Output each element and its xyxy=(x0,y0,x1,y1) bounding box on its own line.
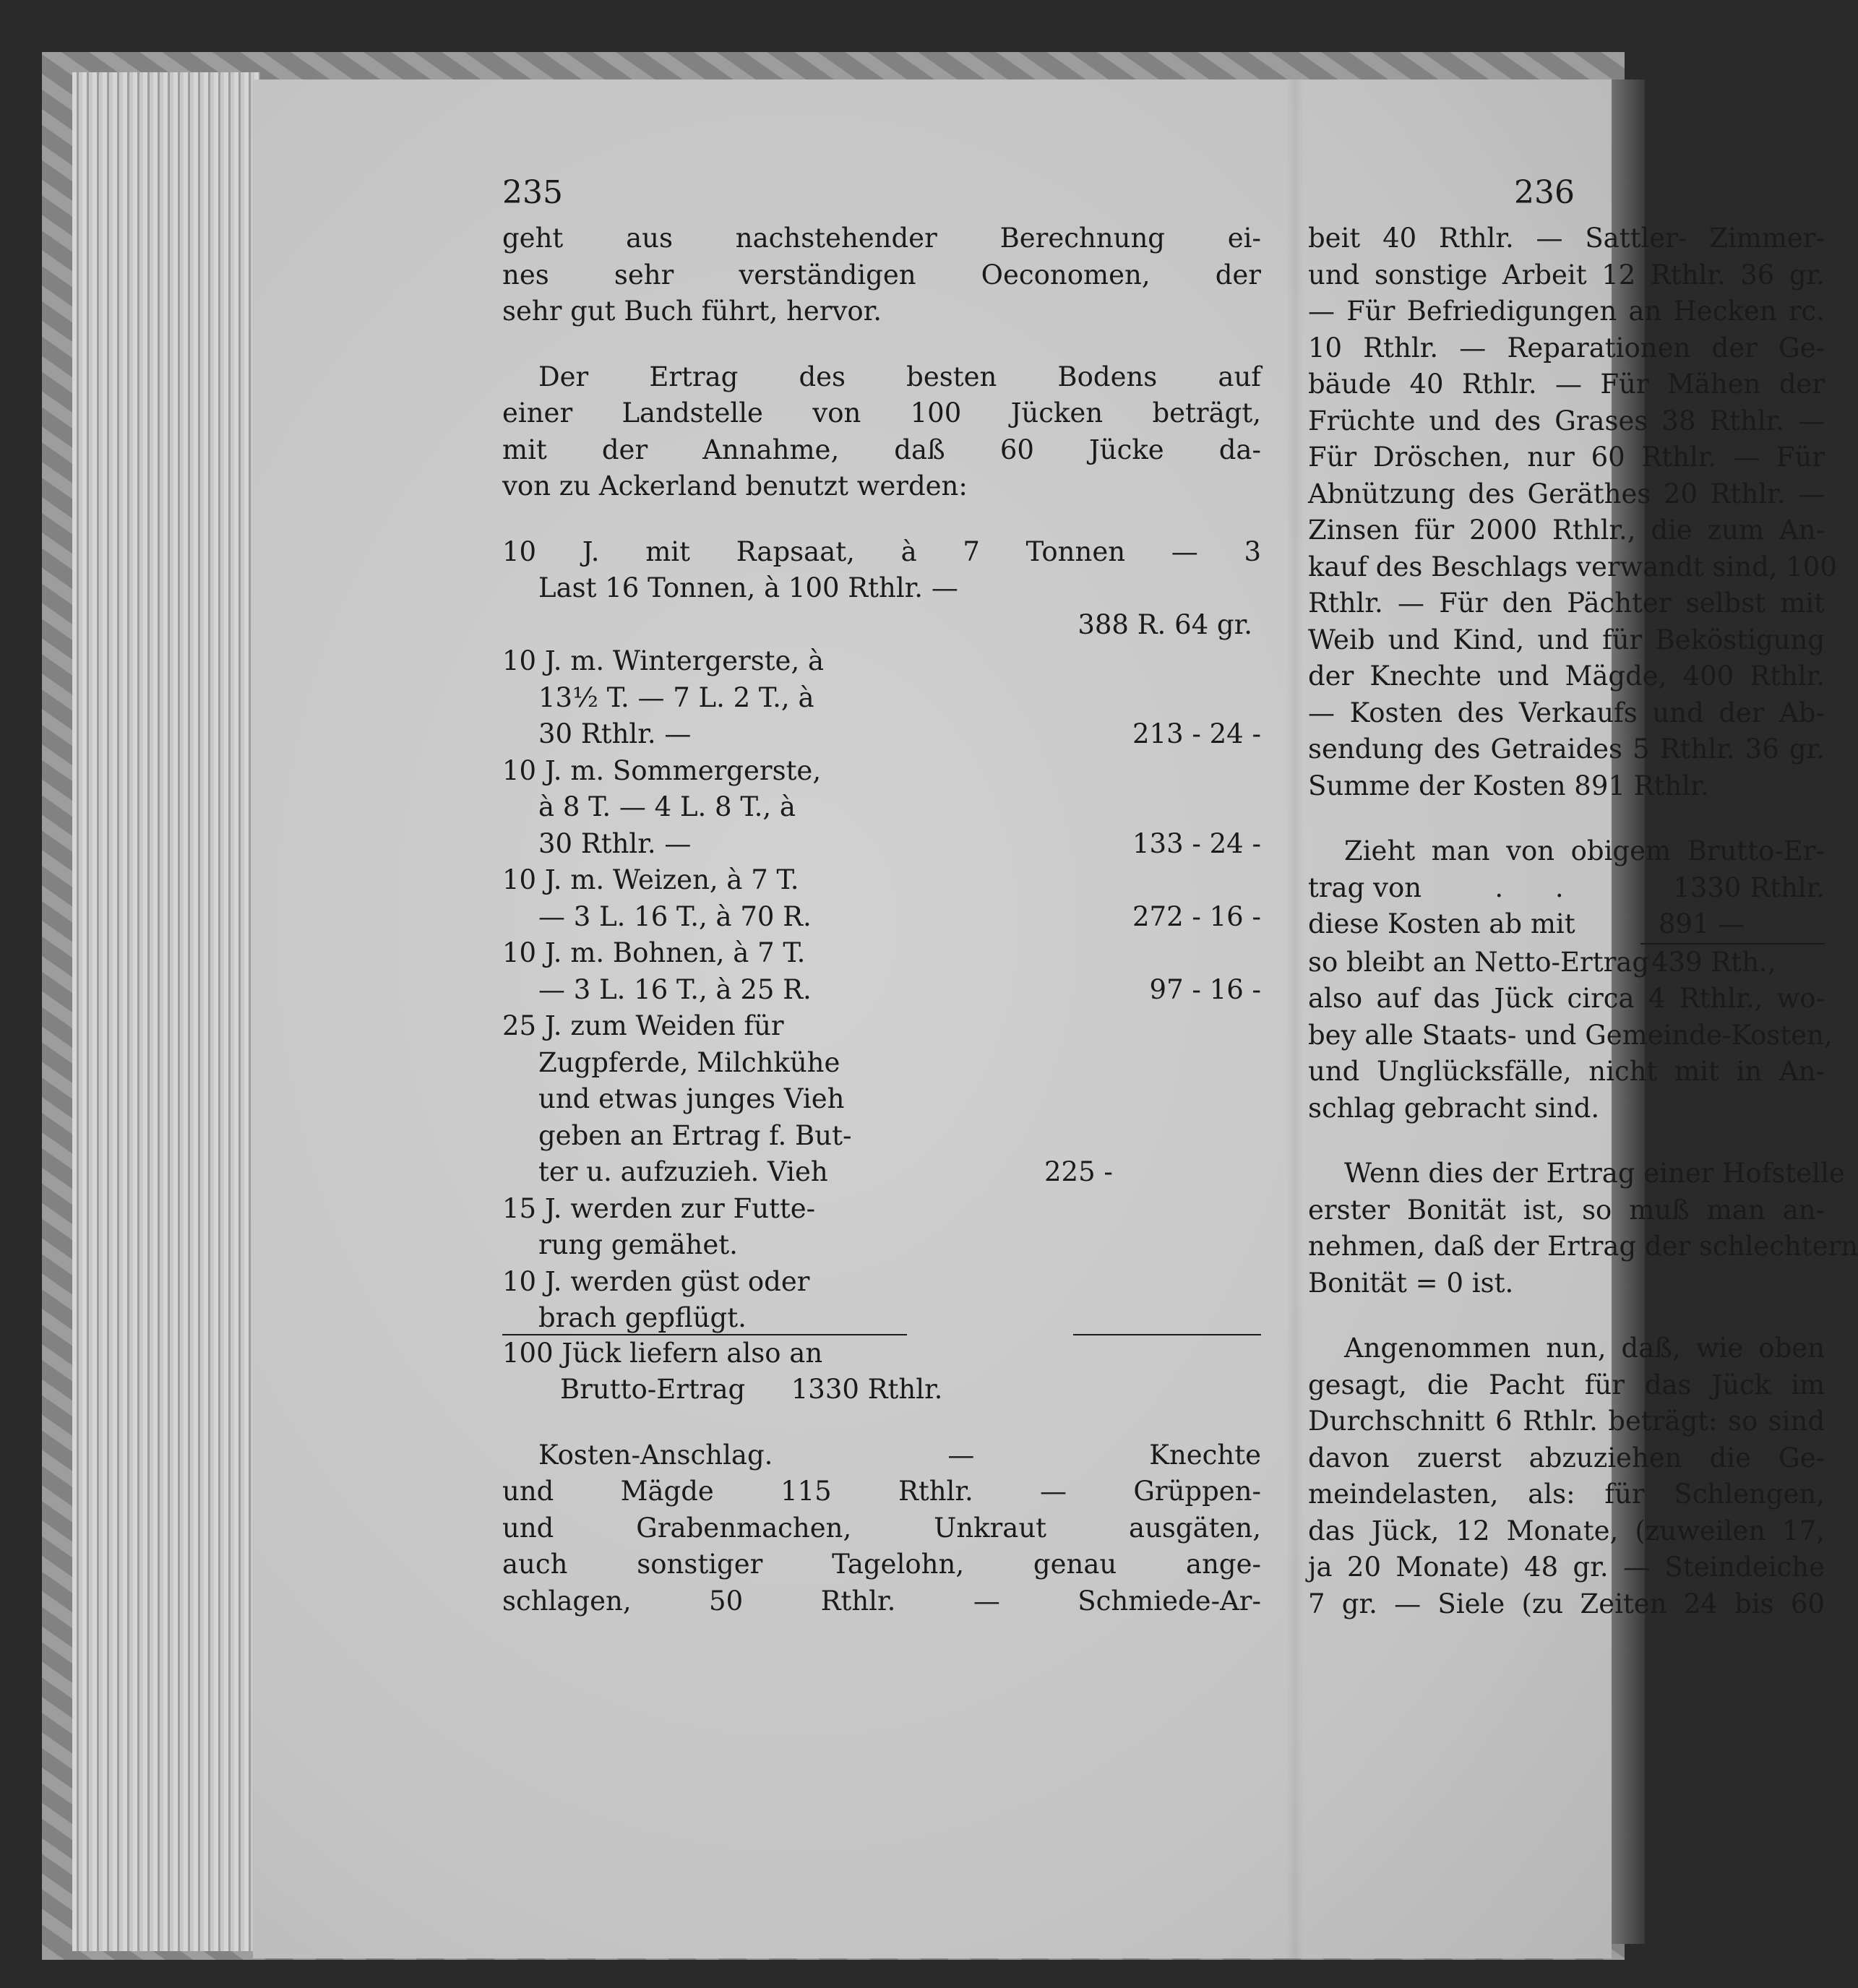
text-line: 10 Rthlr. — Reparationen der Ge- xyxy=(1308,332,1825,363)
page-number-right: 236 xyxy=(1514,174,1575,211)
page-number-left: 235 xyxy=(502,174,563,211)
page-gutter xyxy=(1286,79,1304,1958)
text-line: das Jück, 12 Monate, (zuweilen 17, xyxy=(1308,1515,1825,1546)
calculation-block xyxy=(1308,833,1833,1127)
entry-line: brach gepflügt. xyxy=(538,1302,747,1333)
entry-brach xyxy=(502,1264,1261,1337)
text-line: bey alle Staats- und Gemeinde-Kosten, xyxy=(1308,1019,1833,1051)
entry-line: 10 J. mit Rapsaat, à 7 Tonnen — 3 xyxy=(502,535,1261,567)
entry-line: 30 Rthlr. — xyxy=(538,718,692,749)
yield-paragraph xyxy=(502,359,1261,505)
entry-amount: 272 - 16 - xyxy=(1132,900,1261,932)
text-line: schlagen, 50 Rthlr. — Schmiede-Ar- xyxy=(502,1585,1261,1617)
text-line: meindelasten, als: für Schlengen, xyxy=(1308,1479,1825,1510)
entry-line: 10 J. m. Sommergerste, xyxy=(502,754,822,786)
entry-line: rung gemähet. xyxy=(538,1229,738,1260)
total-line: 100 Jück liefern also an xyxy=(502,1337,823,1369)
page-edges xyxy=(72,72,260,1951)
bonitaet-paragraph xyxy=(1308,1156,1858,1301)
text-line: auch sonstiger Tagelohn, genau ange- xyxy=(502,1549,1261,1580)
entry-line: — 3 L. 16 T., à 70 R. xyxy=(538,900,812,932)
text-line: — Kosten des Verkaufs und der Ab- xyxy=(1308,697,1825,728)
text-line: Früchte und des Grases 38 Rthlr. — xyxy=(1308,405,1825,436)
text-line: Für Dröschen, nur 60 Rthlr. — Für xyxy=(1308,442,1825,473)
text-line: — Für Befriedigungen an Hecken rc. xyxy=(1308,296,1825,327)
entry-line: 10 J. m. Wintergerste, à xyxy=(502,645,825,676)
entry-line: geben an Ertrag f. But- xyxy=(538,1119,852,1151)
netto-amount: 439 Rth., xyxy=(1651,946,1776,978)
text-line: einer Landstelle von 100 Jücken beträgt, xyxy=(502,397,1261,429)
text-line: Wenn dies der Ertrag einer Hofstelle xyxy=(1344,1158,1845,1189)
left-column xyxy=(502,220,1261,1619)
costs-paragraph xyxy=(1308,220,1837,804)
entry-amount: 388 R. 64 gr. xyxy=(1078,608,1252,640)
entry-line: 10 J. m. Bohnen, à 7 T. xyxy=(502,937,806,968)
entry-line: Last 16 Tonnen, à 100 Rthlr. — xyxy=(538,572,958,603)
total-line xyxy=(502,1372,1261,1408)
text-line: und sonstige Arbeit 12 Rthlr. 36 gr. xyxy=(1308,259,1825,291)
book-spread xyxy=(253,79,1858,1958)
text-line: geht aus nachstehender Berechnung ei- xyxy=(502,223,1261,254)
text-line: und Grabenmachen, Unkraut ausgäten, xyxy=(502,1512,1261,1544)
text-line: der Knechte und Mägde, 400 Rthlr. xyxy=(1308,660,1825,692)
entry-weizen xyxy=(502,862,1261,935)
entry-line: ter u. aufzuzieh. Vieh xyxy=(538,1156,828,1187)
text-line: Durchschnitt 6 Rthlr. beträgt: so sind xyxy=(1308,1406,1825,1437)
total-amount: 1330 Rthlr. xyxy=(791,1374,943,1405)
calc-label: diese Kosten ab mit xyxy=(1308,908,1575,939)
text-line: schlag gebracht sind. xyxy=(1308,1092,1600,1124)
entry-amount: 213 - 24 - xyxy=(1132,718,1261,749)
entry-line: à 8 T. — 4 L. 8 T., à xyxy=(538,791,796,822)
entry-line: 15 J. werden zur Futte- xyxy=(502,1192,816,1224)
right-column xyxy=(1308,220,1858,1622)
entry-line: 10 J. m. Weizen, à 7 T. xyxy=(502,864,799,895)
calc-amount: 1330 Rthlr. xyxy=(1673,872,1825,903)
total-label: Brutto-Ertrag xyxy=(560,1374,746,1405)
text-line: Bonität = 0 ist. xyxy=(1308,1267,1514,1299)
text-line: Summe der Kosten 891 Rthlr. xyxy=(1308,770,1709,801)
entry-futter xyxy=(502,1191,1261,1264)
entry-line: 13½ T. — 7 L. 2 T., à xyxy=(538,681,814,713)
text-line: beit 40 Rthlr. — Sattler- Zimmer- xyxy=(1308,223,1825,254)
calc-label: trag von xyxy=(1308,872,1422,903)
sum-rule-right xyxy=(1073,1334,1261,1335)
calc-amount: 891 — xyxy=(1659,908,1745,939)
entry-sommergerste xyxy=(502,753,1261,863)
kosten-paragraph xyxy=(502,1437,1261,1620)
text-line: und Unglücksfälle, nicht mit in An- xyxy=(1308,1056,1825,1087)
text-line: ja 20 Monate) 48 gr. — Steindeiche xyxy=(1308,1552,1825,1583)
text-line: Rthlr. — Für den Pächter selbst mit xyxy=(1308,588,1825,619)
pacht-paragraph xyxy=(1308,1330,1825,1622)
text-line: davon zuerst abzuziehen die Ge- xyxy=(1308,1442,1825,1473)
text-line: also auf das Jück circa 4 Rthlr., wo- xyxy=(1308,983,1825,1014)
text-line: bäude 40 Rthlr. — Für Mähen der xyxy=(1308,369,1825,400)
text-line: Kosten-Anschlag. — Knechte xyxy=(538,1439,1261,1471)
text-line: und Mägde 115 Rthlr. — Grüppen- xyxy=(502,1476,1261,1507)
text-line: Zinsen für 2000 Rthlr., die zum An- xyxy=(1308,515,1825,546)
text-line: Der Ertrag des besten Bodens auf xyxy=(538,361,1261,392)
text-line: Weib und Kind, und für Beköstigung xyxy=(1308,624,1825,655)
text-line: Angenommen nun, daß, wie oben xyxy=(1344,1333,1825,1364)
text-line: Abnützung des Geräthes 20 Rthlr. — xyxy=(1308,478,1825,509)
entry-bohnen xyxy=(502,935,1261,1008)
text-line: sendung des Getraides 5 Rthlr. 36 gr. xyxy=(1308,733,1825,765)
text-line: nehmen, daß der Ertrag der schlechtern xyxy=(1308,1231,1858,1262)
text-line: nes sehr verständigen Oeconomen, der xyxy=(502,259,1261,291)
entry-line: Zugpferde, Milchkühe xyxy=(538,1046,840,1078)
text-line: mit der Annahme, daß 60 Jücke da- xyxy=(502,434,1261,465)
total-entry xyxy=(502,1335,1261,1408)
netto-label: so bleibt an Netto-Ertrag xyxy=(1308,946,1650,978)
text-line: kauf des Beschlags verwandt sind, 100 xyxy=(1308,551,1837,582)
text-line: gesagt, die Pacht für das Jück im xyxy=(1308,1369,1825,1400)
entry-line: 25 J. zum Weiden für xyxy=(502,1010,784,1041)
text-line: Zieht man von obigem Brutto-Er- xyxy=(1344,835,1825,866)
intro-paragraph xyxy=(502,220,1261,330)
entry-line: — 3 L. 16 T., à 25 R. xyxy=(538,973,812,1005)
entry-amount: 133 - 24 - xyxy=(1132,827,1261,859)
entry-amount: 97 - 16 - xyxy=(1149,973,1261,1005)
text-line: erster Bonität ist, so muß man an- xyxy=(1308,1194,1825,1226)
entry-amount: 225 - xyxy=(1044,1156,1113,1187)
entry-line: 30 Rthlr. — xyxy=(538,827,692,859)
entry-line: und etwas junges Vieh xyxy=(538,1083,845,1114)
entry-wintergerste xyxy=(502,643,1261,753)
text-line: sehr gut Buch führt, hervor. xyxy=(502,296,882,327)
text-line: 7 gr. — Siele (zu Zeiten 24 bis 60 xyxy=(1308,1588,1825,1619)
text-line: von zu Ackerland benutzt werden: xyxy=(502,470,968,502)
entry-weiden xyxy=(502,1008,1261,1191)
entry-line: 10 J. werden güst oder xyxy=(502,1265,810,1297)
entry-rapsaat xyxy=(502,534,1261,644)
calc-dots: . . xyxy=(1494,872,1586,903)
